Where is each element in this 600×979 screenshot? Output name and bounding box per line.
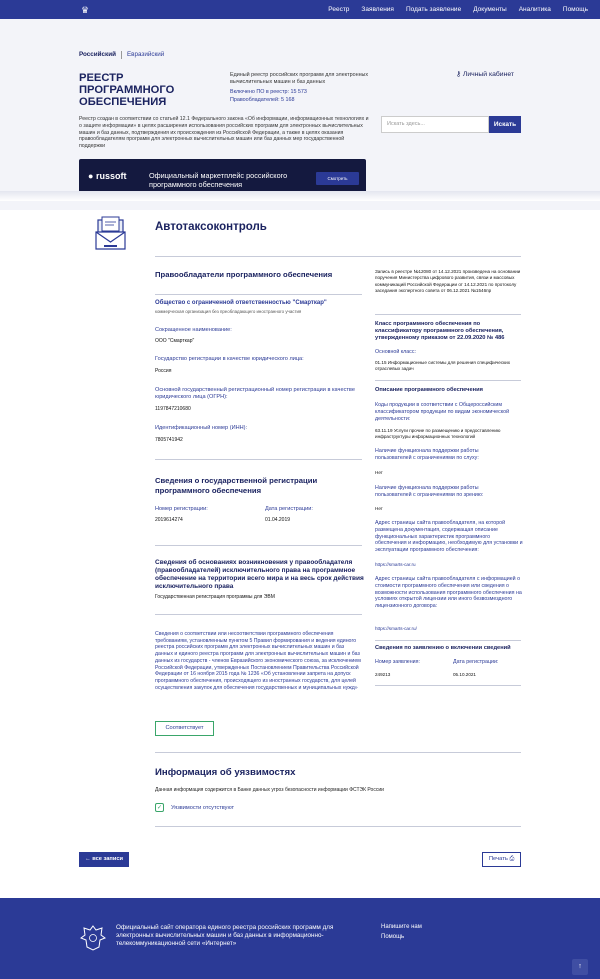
top-navbar bbox=[0, 0, 600, 19]
right-divider-3 bbox=[375, 640, 521, 641]
section-divider-4 bbox=[155, 752, 521, 753]
application-number-value: 249213 bbox=[375, 672, 391, 677]
vision-support-label: Наличие функционала поддержки работы пользователей с ограничениями по зрению: bbox=[375, 485, 484, 498]
russoft-logo bbox=[88, 171, 126, 181]
reg-number-value: 2019614274 bbox=[155, 517, 183, 523]
compliance-status-badge: Соответствует bbox=[155, 721, 214, 736]
reg-date-label: Дата регистрации: bbox=[265, 506, 313, 512]
site-description: Единый реестр российских программ для электронных вычислительных машин и баз данных bbox=[230, 72, 369, 85]
registry-intro: Реестр создан в соответствии со статьей 12.1 Федерального закона «Об информации, информационных технологиях и о защите информации» в целях расширения использования российских программ для электронных вычислительных машин и баз данных, подтверждения их происхождения из Российской Федерации, а также в целях оказания правообладателям программ для электронных вычислительных машин или баз данных мер государственной поддержки bbox=[79, 116, 369, 150]
registry-stats bbox=[230, 89, 307, 104]
inn-label: Идентификационный номер (ИНН): bbox=[155, 425, 248, 431]
vulnerabilities-text: Данная информация содержится в Банке данных угроз безопасности информации ФСТЭК России bbox=[155, 787, 384, 793]
key-icon: ⚷ bbox=[456, 71, 463, 78]
right-divider-2 bbox=[375, 380, 521, 381]
section-divider-2 bbox=[155, 545, 362, 546]
tab-divider bbox=[121, 51, 122, 59]
search-input[interactable]: Искать здесь... bbox=[381, 116, 489, 133]
price-page-link[interactable]: https://smarts-car.ru/ bbox=[375, 626, 417, 631]
short-name-value: ООО "Смарткар" bbox=[155, 338, 195, 344]
hearing-support-value: Нет bbox=[375, 470, 383, 475]
owner-type: коммерческая организация без преобладающего иностранного участия bbox=[155, 309, 302, 314]
main-class-label: Основной класс: bbox=[375, 349, 416, 355]
nav-item-applications[interactable]: Заявления bbox=[361, 6, 394, 13]
nav-item-documents[interactable]: Документы bbox=[473, 6, 507, 13]
print-button[interactable] bbox=[482, 852, 521, 867]
application-number-label: Номер заявления: bbox=[375, 659, 420, 665]
main-class-value: 01.15 Информационные системы для решения специфических отраслевых задач bbox=[375, 360, 511, 371]
stat-owners-count: Правообладателей: 5 168 bbox=[230, 96, 295, 103]
registration-heading: Сведения о государственной регистрации программного обеспечения bbox=[155, 476, 318, 495]
site-title: РЕЕСТР ПРОГРАММНОГО ОБЕСПЕЧЕНИЯ bbox=[79, 72, 175, 108]
okpd-value: 63.11.19 Услуги прочие по размещению и предоставлению инфраструктуры информационных технологий bbox=[375, 428, 501, 439]
vulnerabilities-status: Уязвимости отсутствуют bbox=[171, 805, 235, 811]
site-footer bbox=[0, 898, 600, 979]
hearing-support-label: Наличие функционала поддержки работы пользователей с ограничениями по слуху: bbox=[375, 448, 479, 461]
price-page-label: Адрес страницы сайта правообладателя с информацией о стоимости программного обеспечения или сведения о возможности использования программного обеспечения на условиях открытой лицензии или иного безвозмездного лицензионного договора: bbox=[375, 576, 522, 610]
nav-item-registry[interactable]: Реестр bbox=[328, 6, 350, 13]
printer-icon: ⎙ bbox=[507, 856, 515, 862]
okpd-label: Коды продукции в соответствии с Общероссийским классификатором продукции по видам экономической деятельности: bbox=[375, 402, 510, 422]
scroll-to-top-icon[interactable]: ↑ bbox=[572, 959, 588, 975]
brand-label: russoft bbox=[95, 171, 127, 181]
main-nav bbox=[328, 6, 588, 13]
footer-help-link[interactable]: Помощь bbox=[381, 934, 405, 940]
emblem-icon[interactable]: ♛ bbox=[80, 4, 90, 15]
application-date-value: 05.10.2021 bbox=[453, 672, 476, 677]
personal-cabinet-link[interactable] bbox=[456, 70, 514, 78]
cabinet-label: Личный кабинет bbox=[462, 71, 515, 78]
banner-text: Официальный маркетплейс российского программного обеспечения bbox=[149, 171, 288, 189]
state-value: Россия bbox=[155, 368, 172, 374]
state-label: Государство регистрации в качестве юридического лица: bbox=[155, 356, 304, 362]
short-name-label: Сокращенное наименование: bbox=[155, 327, 232, 333]
docs-page-label: Адрес страницы сайта правообладателя, на которой размещена документация, содержащая описание функциональных характеристик программного обеспечения и информацию, необходимую для установки и эксплуатации программного обеспечения: bbox=[375, 520, 523, 554]
description-heading: Описание программного обеспечения bbox=[375, 387, 483, 393]
print-label: Печать bbox=[488, 856, 508, 862]
stat-software-count: Включено ПО в реестр: 15 573 bbox=[230, 89, 307, 95]
owners-heading: Правообладатели программного обеспечения bbox=[155, 270, 333, 279]
compliance-text: Сведения о соответствии или несоответствии программного обеспечения требованиям, установленным пунктом 5 Правил формирования и ведения единого реестра российских программ для электронных вычислительных машин и баз данных и единого реестра программ для электронных вычислительных машин и баз данных из государств - членов Евразийского экономического союза, за исключением Российской Федерации, утвержденных Постановлением Правительства Российской Федерации от 16 ноября 2015 года № 1236 «Об установлении запрета на допуск программного обеспечения, происходящего из иностранных государств, для целей осуществления закупок для обеспечения государственных и муниципальных нужд» bbox=[155, 631, 361, 691]
software-title: Автотаксоконтроль bbox=[155, 221, 267, 233]
footer-description: Официальный сайт оператора единого реестра российских программ для электронных вычислительных машин и баз данных в информационно-телекоммуникационной сети «Интернет» bbox=[116, 924, 334, 947]
ogrn-label: Основной государственный регистрационный номер регистрации в качестве юридического лица (ОГРН): bbox=[155, 387, 355, 400]
owners-divider bbox=[155, 294, 362, 295]
tab-russian[interactable]: Российский bbox=[79, 51, 116, 58]
check-icon: ✓ bbox=[156, 805, 163, 811]
rights-basis-heading: Сведения об основаниях возникновения у правообладателя (правообладателей) исключительного права на программное обеспечение на территории всего мира и на весь срок действия исключительного права bbox=[155, 559, 364, 590]
hero-section bbox=[0, 19, 600, 210]
banner-view-button[interactable]: Смотреть bbox=[316, 172, 359, 185]
hero-shadow bbox=[0, 191, 600, 201]
docs-page-link[interactable]: https://smarts-car.ru bbox=[375, 562, 416, 567]
vision-support-value: Нет bbox=[375, 506, 383, 511]
ogrn-value: 1197847210680 bbox=[155, 406, 191, 412]
back-to-list-button[interactable]: ← все записи bbox=[79, 852, 129, 867]
reg-number-label: Номер регистрации: bbox=[155, 506, 208, 512]
software-box-icon bbox=[94, 216, 127, 252]
reg-date-value: 01.04.2019 bbox=[265, 517, 291, 523]
vulnerabilities-heading: Информация об уязвимостях bbox=[155, 767, 296, 778]
search-button[interactable]: Искать bbox=[489, 116, 521, 133]
nav-item-analytics[interactable]: Аналитика bbox=[518, 6, 551, 13]
section-divider-1 bbox=[155, 459, 362, 460]
inn-value: 7805741942 bbox=[155, 437, 183, 443]
tab-eurasian[interactable]: Евразийский bbox=[126, 51, 165, 58]
registry-tabs bbox=[79, 51, 164, 59]
application-date-label: Дата регистрации: bbox=[453, 659, 499, 665]
section-divider-3 bbox=[155, 614, 362, 615]
coat-of-arms-icon bbox=[80, 924, 106, 952]
class-heading: Класс программного обеспечения по классификатору программного обеспечения, утвержденному приказом от 22.09.2020 № 486 bbox=[375, 321, 505, 341]
application-heading: Сведения по заявлению о включении сведений bbox=[375, 645, 511, 651]
russoft-icon: ● bbox=[88, 171, 96, 181]
section-divider-5 bbox=[155, 826, 521, 827]
owner-name: Общество с ограниченной ответственностью "Смарткар" bbox=[155, 300, 327, 306]
registry-record-note: Запись в реестре №12080 от 14.12.2021 произведена на основании поручения Министерства цифрового развития, связи и массовых коммуникаций Российской Федерации от 14.12.2021 по протоколу заседания экспертного совета от 06.12.2021 №1546пр bbox=[375, 269, 521, 294]
nav-item-submit[interactable]: Подать заявление bbox=[405, 6, 462, 13]
rights-basis-value: Государственная регистрация программы для ЭВМ bbox=[155, 594, 275, 600]
right-divider-1 bbox=[375, 314, 521, 315]
footer-write-us-link[interactable]: Напишите нам bbox=[381, 924, 422, 930]
title-divider bbox=[155, 256, 521, 257]
nav-item-help[interactable]: Помощь bbox=[562, 6, 588, 13]
right-divider-4 bbox=[375, 685, 521, 686]
